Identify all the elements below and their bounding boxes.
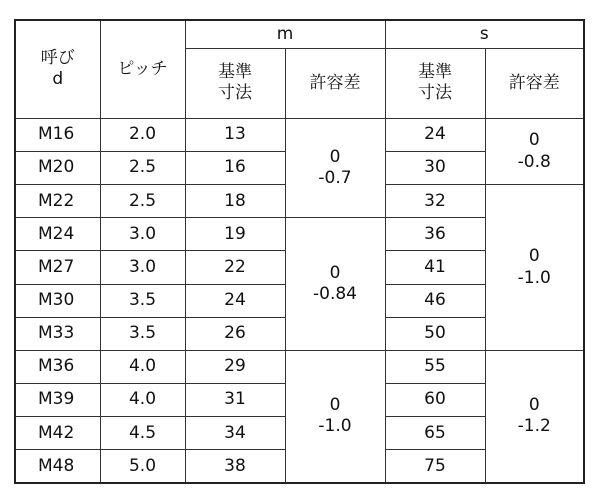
cell-m-basic: 18 — [185, 185, 285, 218]
cell-nominal-diameter: M16 — [15, 118, 100, 151]
cell-nominal-diameter: M24 — [15, 218, 100, 251]
nut-dimension-table — [14, 19, 585, 484]
header-nominal-symbol: d — [52, 69, 64, 90]
header-s-tolerance: 許容差 — [485, 48, 584, 118]
cell-m-basic: 38 — [185, 450, 285, 483]
header-m-basic-size — [185, 48, 285, 118]
cell-nominal-diameter: M30 — [15, 284, 100, 317]
cell-pitch: 5.0 — [100, 450, 185, 483]
table-row — [15, 118, 584, 151]
cell-s-basic: 55 — [385, 350, 485, 383]
header-basic-label-2: 寸法 — [418, 83, 452, 104]
tolerance-upper: 0 — [329, 146, 341, 167]
cell-pitch: 3.0 — [100, 251, 185, 284]
cell-nominal-diameter: M36 — [15, 350, 100, 383]
cell-m-basic: 16 — [185, 152, 285, 185]
cell-pitch: 4.5 — [100, 417, 185, 450]
cell-pitch: 2.5 — [100, 152, 185, 185]
cell-m-basic: 24 — [185, 284, 285, 317]
cell-s-basic: 32 — [385, 185, 485, 218]
header-basic-label-2: 寸法 — [218, 83, 252, 104]
cell-nominal-diameter: M39 — [15, 384, 100, 417]
cell-s-basic: 75 — [385, 450, 485, 483]
header-m: m — [185, 20, 385, 48]
tolerance-upper: 0 — [329, 262, 341, 283]
cell-m-basic: 29 — [185, 350, 285, 383]
tolerance-upper: 0 — [329, 395, 341, 416]
header-nominal-diameter — [15, 20, 100, 118]
tolerance-lower: -1.0 — [318, 416, 352, 437]
cell-s-tolerance — [485, 350, 584, 483]
cell-nominal-diameter: M33 — [15, 317, 100, 350]
cell-pitch: 3.5 — [100, 317, 185, 350]
cell-m-tolerance — [285, 118, 385, 217]
cell-nominal-diameter: M48 — [15, 450, 100, 483]
cell-m-tolerance — [285, 350, 385, 483]
header-m-tolerance: 許容差 — [285, 48, 385, 118]
cell-m-basic: 22 — [185, 251, 285, 284]
header-pitch: ピッチ — [100, 20, 185, 118]
tolerance-lower: -0.8 — [517, 151, 551, 172]
cell-m-basic: 19 — [185, 218, 285, 251]
cell-m-tolerance — [285, 218, 385, 351]
cell-m-basic: 26 — [185, 317, 285, 350]
cell-pitch: 3.5 — [100, 284, 185, 317]
cell-nominal-diameter: M27 — [15, 251, 100, 284]
cell-s-basic: 30 — [385, 152, 485, 185]
header-basic-label-1: 基準 — [218, 62, 252, 82]
cell-m-basic: 34 — [185, 417, 285, 450]
cell-s-tolerance — [485, 118, 584, 184]
tolerance-lower: -1.2 — [517, 416, 551, 437]
cell-pitch: 4.0 — [100, 384, 185, 417]
cell-pitch: 2.5 — [100, 185, 185, 218]
header-nominal-label: 呼び — [40, 48, 75, 69]
tolerance-lower: -1.0 — [517, 267, 551, 288]
cell-nominal-diameter: M22 — [15, 185, 100, 218]
cell-s-basic: 50 — [385, 317, 485, 350]
cell-s-basic: 36 — [385, 218, 485, 251]
cell-pitch: 3.0 — [100, 218, 185, 251]
cell-s-basic: 24 — [385, 118, 485, 151]
cell-m-basic: 13 — [185, 118, 285, 151]
header-basic-label-1: 基準 — [418, 62, 452, 82]
cell-s-basic: 65 — [385, 417, 485, 450]
tolerance-upper: 0 — [528, 395, 540, 416]
cell-s-basic: 60 — [385, 384, 485, 417]
cell-pitch: 4.0 — [100, 350, 185, 383]
cell-nominal-diameter: M42 — [15, 417, 100, 450]
tolerance-upper: 0 — [528, 246, 540, 267]
tolerance-lower: -0.84 — [313, 284, 357, 305]
cell-m-basic: 31 — [185, 384, 285, 417]
table-row — [15, 350, 584, 383]
cell-pitch: 2.0 — [100, 118, 185, 151]
tolerance-lower: -0.7 — [318, 168, 352, 189]
header-s: s — [385, 20, 584, 48]
header-s-basic-size — [385, 48, 485, 118]
cell-s-basic: 46 — [385, 284, 485, 317]
cell-s-tolerance — [485, 185, 584, 351]
tolerance-upper: 0 — [528, 130, 540, 151]
cell-nominal-diameter: M20 — [15, 152, 100, 185]
cell-s-basic: 41 — [385, 251, 485, 284]
